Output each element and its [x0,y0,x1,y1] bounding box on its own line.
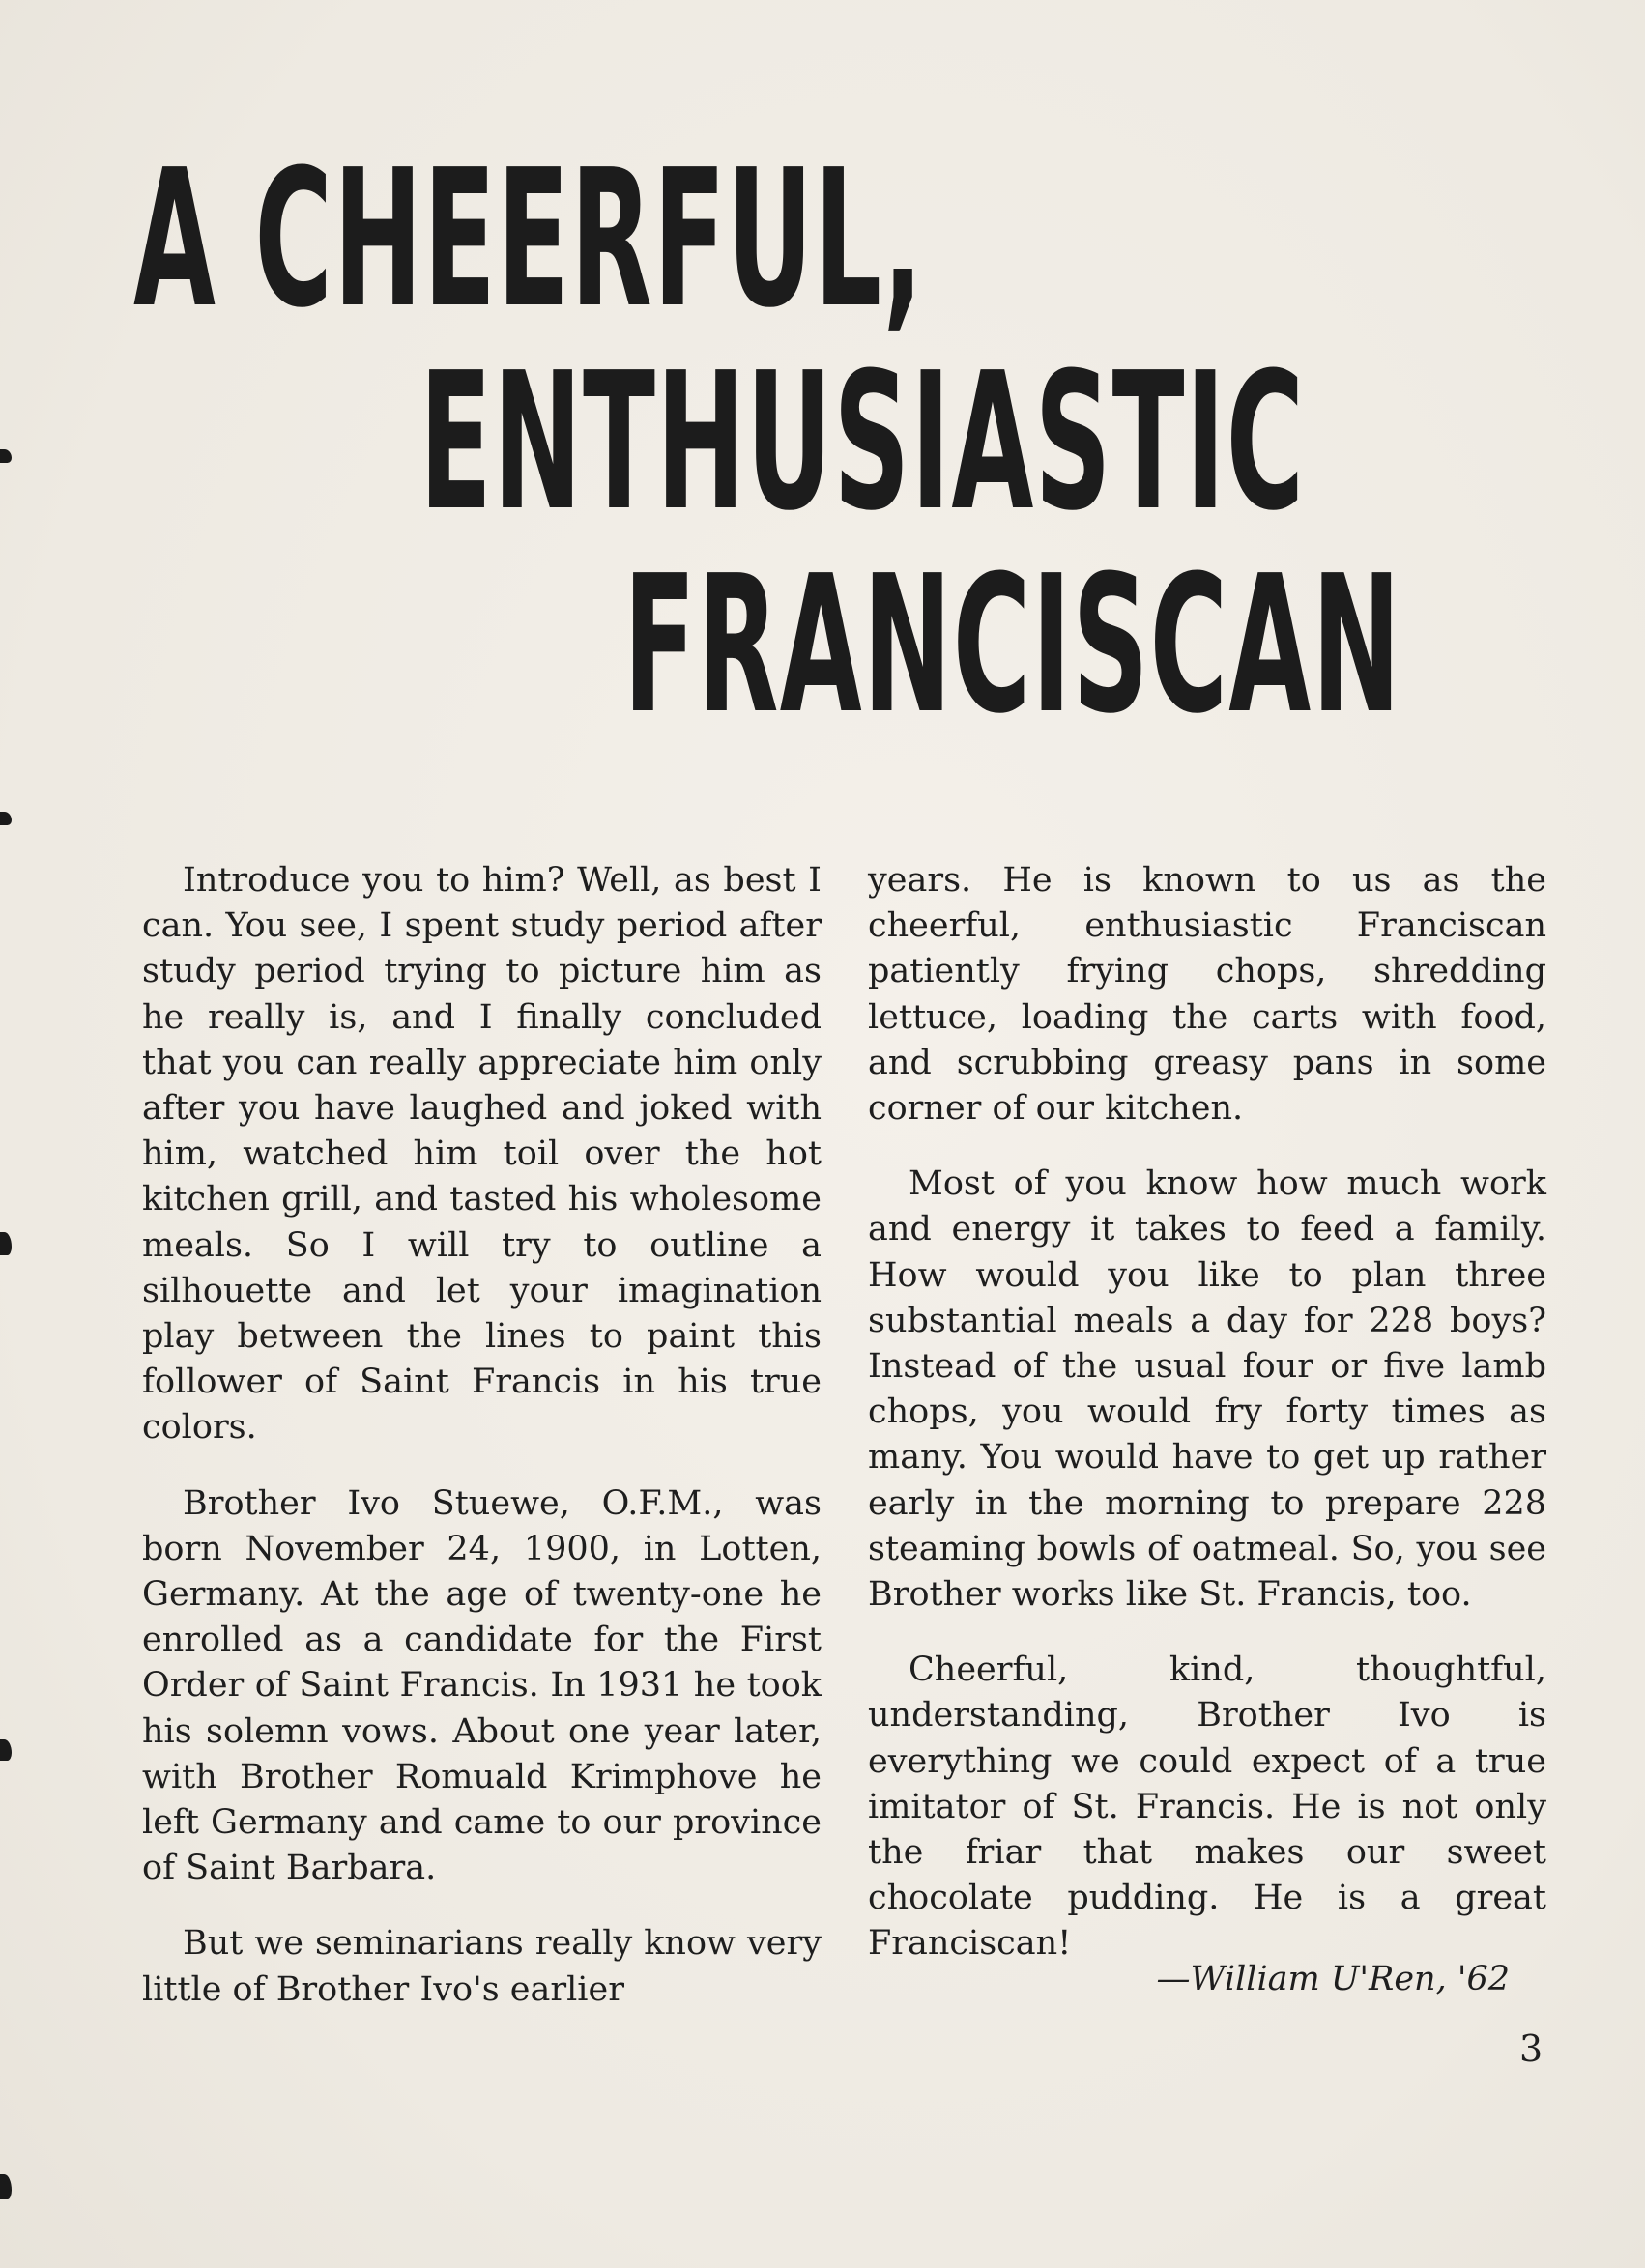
article-column-right [868,858,1546,1967]
binding-hole-mark [0,812,12,825]
author-signature: —William U'Ren, '62 [1156,1960,1510,1998]
paragraph: Most of you know how much work and energy it takes to feed a family. How would you like to plan three substantial meals a day for 228 boys? Instead of the usual four or five lamb chops, you would fry forty times as many. You would have to get up rather early in the morning to prepare 228 steaming bowls of oatmeal. So, you see Brother works like St. Francis, too. [868,1164,1546,1615]
paragraph: But we seminarians really know very little of Brother Ivo's earlier [142,1924,822,2009]
paragraph: Cheerful, kind, thoughtful, understanding, Brother Ivo is everything we could expect of a true imitator of St. Francis. He is not only the friar that makes our sweet chocolate pudding. He is a great Franciscan! [868,1651,1546,1964]
article-title-line-3: FRANCISCAN [623,535,1402,756]
paragraph-continued: years. He is known to us as the cheerful, enthusiastic Franciscan patiently frying chops, shredding lettuce, loading the carts with food, and scrubbing greasy pans in some corner of our kitchen. [868,861,1546,1129]
paragraph: Introduce you to him? Well, as best I can. You see, I spent study period after study period trying to picture him as he really is, and I finally concluded that you can really appreciate him only after you have laughed and joked with him, watched him toil over the hot kitchen grill, and tasted his wholesome meals. So I will try to outline a silhouette and let your imagination play between the lines to paint this follower of Saint Francis in his true colors. [142,861,822,1448]
binding-hole-mark [0,1232,12,1255]
page-number: 3 [1519,2027,1544,2070]
binding-hole-mark [0,449,12,463]
article-title-line-2: ENTHUSIASTIC [419,332,1306,553]
binding-hole-mark [0,2174,12,2199]
paragraph: Brother Ivo Stuewe, O.F.M., was born November 24, 1900, in Lotten, Germany. At the age of twenty-one he enrolled as a candidate for the First Order of Saint Francis. In 1931 he took his solemn vows. About one year later, with Brother Romuald Krimphove he left Germany and came to our province of Saint Barbara. [142,1483,822,1888]
article-title-line-1: A CHEERFUL, [133,129,925,350]
article-column-left [142,858,822,2013]
binding-hole-mark [0,1739,12,1761]
